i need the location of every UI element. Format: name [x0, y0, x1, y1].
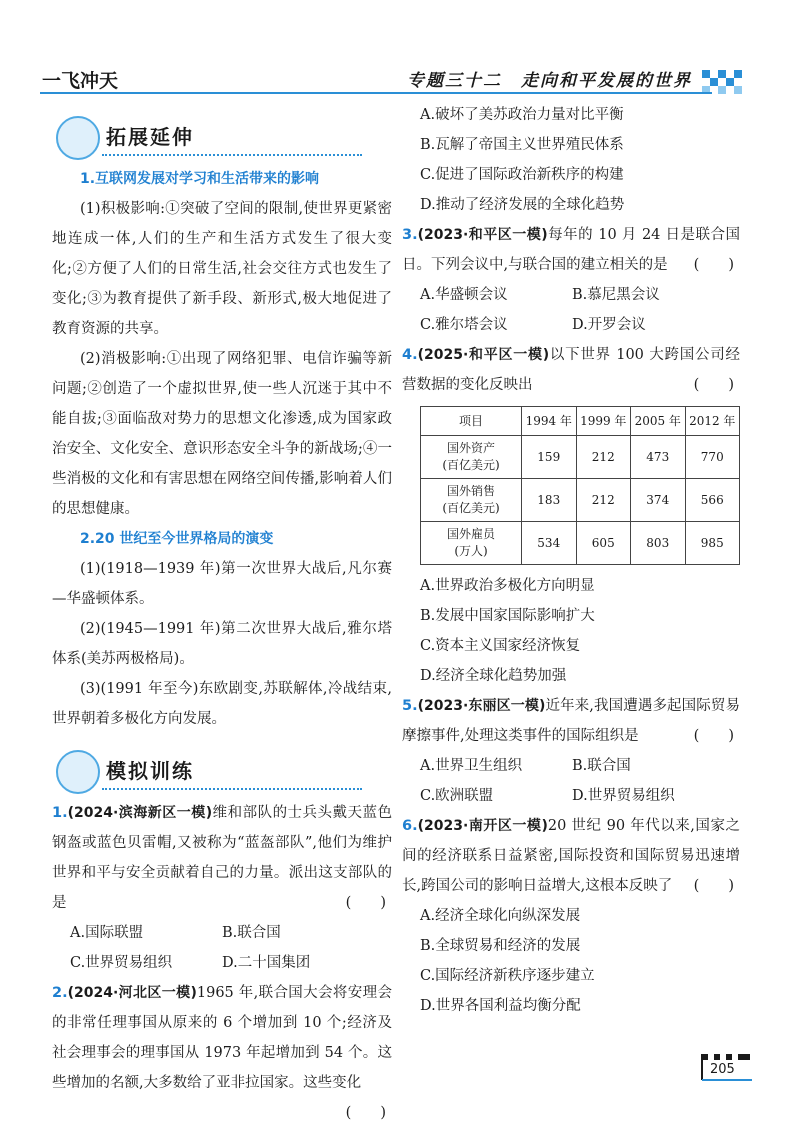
- table-header-cell: 2005 年: [631, 407, 686, 436]
- header-rule: [40, 92, 712, 94]
- globe-icon: [56, 116, 100, 160]
- question-text: 以下世界 100 大跨国公司经营数据的变化反映出: [402, 347, 740, 393]
- table-cell: 212: [576, 436, 631, 479]
- subheading-world-pattern: 2.20 世纪至今世界格局的演变: [80, 531, 274, 547]
- brand-logo-text: 一飞冲天: [42, 70, 119, 92]
- table-header-cell: 1999 年: [576, 407, 631, 436]
- table-cell: 534: [522, 522, 577, 565]
- q4-options: [402, 571, 740, 691]
- question-4: [402, 340, 740, 400]
- table-row: [421, 479, 740, 522]
- question-1: [52, 798, 392, 918]
- table-row-label: 国外销售 (百亿美元): [421, 479, 522, 522]
- table-cell: 159: [522, 436, 577, 479]
- question-text: 1965 年,联合国大会将安理会的非常任理事国从原来的 6 个增加到 10 个;经济及社会理事会的理事国从 1973 年起增加到 54 个。这些增加的名额,大多数给了亚非拉国家。这些变化: [52, 985, 392, 1091]
- option-a: A.世界卫生组织: [420, 758, 523, 774]
- option-c: C.国际经济新秩序逐步建立: [420, 968, 595, 984]
- answer-bracket: ( ): [693, 728, 734, 744]
- table-header-cell: 1994 年: [522, 407, 577, 436]
- question-text: 维和部队的士兵头戴天蓝色钢盔或蓝色贝雷帽,又被称为“蓝盔部队”,他们为维护世界和平与安全贡献着自己的力量。派出这支部队的是: [52, 805, 392, 911]
- q6-options: [402, 901, 740, 1021]
- paragraph-yalta: (2)(1945—1991 年)第二次世界大战后,雅尔塔体系(美苏两极格局)。: [52, 621, 392, 667]
- q3-options: [402, 280, 740, 340]
- section-title: 拓展延伸: [106, 125, 194, 149]
- question-number: 2.: [52, 985, 68, 1001]
- option-b: B.联合国: [572, 758, 631, 774]
- option-c: C.欧洲联盟: [420, 788, 494, 804]
- question-source: (2023·东丽区一模): [417, 698, 546, 714]
- answer-bracket: ( ): [693, 377, 734, 393]
- multinational-data-table: [420, 406, 740, 565]
- answer-bracket: ( ): [693, 257, 734, 273]
- page-number: 205: [710, 1062, 735, 1077]
- option-c: C.世界贸易组织: [70, 955, 173, 971]
- right-column: [402, 100, 740, 1021]
- q1-options: [52, 918, 392, 978]
- option-a: A.国际联盟: [70, 925, 144, 941]
- section-rule: [102, 154, 362, 156]
- table-cell: 803: [631, 522, 686, 565]
- table-cell: 985: [685, 522, 740, 565]
- left-column: [52, 110, 392, 1128]
- table-cell: 473: [631, 436, 686, 479]
- table-row-label: 国外雇员 (万人): [421, 522, 522, 565]
- question-source: (2023·和平区一模): [417, 227, 548, 243]
- question-source: (2023·南开区一模): [417, 818, 548, 834]
- option-b: B.全球贸易和经济的发展: [420, 938, 581, 954]
- answer-bracket: ( ): [345, 895, 386, 911]
- table-header-row: [421, 407, 740, 436]
- question-number: 3.: [402, 227, 418, 243]
- question-source: (2024·滨海新区一模): [67, 805, 213, 821]
- option-b: B.联合国: [222, 925, 281, 941]
- table-row-label: 国外资产 (百亿美元): [421, 436, 522, 479]
- option-b: B.发展中国家国际影响扩大: [420, 608, 595, 624]
- table-header-cell: 2012 年: [685, 407, 740, 436]
- section-training-header: [52, 744, 392, 794]
- question-5: [402, 691, 740, 751]
- question-number: 6.: [402, 818, 418, 834]
- question-text: 近年来,我国遭遇多起国际贸易摩擦事件,处理这类事件的国际组织是: [402, 698, 740, 744]
- option-d: D.开罗会议: [572, 317, 646, 333]
- option-c: C.促进了国际政治新秩序的构建: [420, 167, 624, 183]
- option-d: D.经济全球化趋势加强: [420, 668, 567, 684]
- table-cell: 183: [522, 479, 577, 522]
- topic-title: 专题三十二 走向和平发展的世界: [407, 71, 692, 91]
- section-rule: [102, 788, 362, 790]
- checker-decoration-icon: [702, 70, 742, 100]
- option-d: D.二十国集团: [222, 955, 311, 971]
- option-c: C.雅尔塔会议: [420, 317, 508, 333]
- page-number-badge: [696, 1052, 756, 1082]
- building-icon: [56, 750, 100, 794]
- table-cell: 212: [576, 479, 631, 522]
- question-number: 5.: [402, 698, 418, 714]
- table-cell: 770: [685, 436, 740, 479]
- q5-options: [402, 751, 740, 811]
- subheading-internet: 1.互联网发展对学习和生活带来的影响: [80, 171, 320, 187]
- section-extension-header: [52, 110, 392, 160]
- question-source: (2024·河北区一模): [67, 985, 197, 1001]
- option-b: B.瓦解了帝国主义世界殖民体系: [420, 137, 624, 153]
- option-d: D.世界贸易组织: [572, 788, 675, 804]
- option-a: A.华盛顿会议: [420, 287, 508, 303]
- page-header: [0, 0, 800, 110]
- paragraph-multipolar: (3)(1991 年至今)东欧剧变,苏联解体,冷战结束,世界朝着多极化方向发展。: [52, 681, 392, 727]
- table-row: [421, 436, 740, 479]
- question-6: [402, 811, 740, 901]
- table-cell: 566: [685, 479, 740, 522]
- paragraph-positive: (1)积极影响:①突破了空间的限制,使世界更紧密地连成一体,人们的生产和生活方式发生了很大变化;②方便了人们的日常生活,社会交往方式也发生了变化;③为教育提供了新手段、新形式,极大地促进了教育资源的共享。: [52, 201, 392, 337]
- option-d: D.推动了经济发展的全球化趋势: [420, 197, 625, 213]
- question-source: (2025·和平区一模): [417, 347, 550, 363]
- option-b: B.慕尼黑会议: [572, 287, 660, 303]
- option-c: C.资本主义国家经济恢复: [420, 638, 581, 654]
- option-d: D.世界各国利益均衡分配: [420, 998, 581, 1014]
- question-3: [402, 220, 740, 280]
- table-cell: 605: [576, 522, 631, 565]
- paragraph-negative: (2)消极影响:①出现了网络犯罪、电信诈骗等新问题;②创造了一个虚拟世界,使一些人沉迷于其中不能自拔;③面临敌对势力的思想文化渗透,成为国家政治安全、文化安全、意识形态安全斗争的新战场;④一些消极的文化和有害思想在网络空间传播,影响着人们的思想健康。: [52, 351, 392, 517]
- q2-options: [402, 100, 740, 220]
- question-number: 1.: [52, 805, 68, 821]
- option-a: A.世界政治多极化方向明显: [420, 578, 595, 594]
- table-header-cell: 项目: [421, 407, 522, 436]
- option-a: A.经济全球化向纵深发展: [420, 908, 581, 924]
- paragraph-versailles: (1)(1918—1939 年)第一次世界大战后,凡尔赛—华盛顿体系。: [52, 561, 392, 607]
- answer-bracket: ( ): [693, 878, 734, 894]
- option-a: A.破坏了美苏政治力量对比平衡: [420, 107, 624, 123]
- question-text: 每年的 10 月 24 日是联合国日。下列会议中,与联合国的建立相关的是: [402, 227, 740, 273]
- answer-bracket: ( ): [345, 1105, 386, 1121]
- table-row: [421, 522, 740, 565]
- question-number: 4.: [402, 347, 418, 363]
- question-text: 20 世纪 90 年代以来,国家之间的经济联系日益紧密,国际投资和国际贸易迅速增长,跨国公司的影响日益增大,这根本反映了: [402, 818, 740, 894]
- table-cell: 374: [631, 479, 686, 522]
- question-2: [52, 978, 392, 1121]
- section-title: 模拟训练: [106, 759, 194, 783]
